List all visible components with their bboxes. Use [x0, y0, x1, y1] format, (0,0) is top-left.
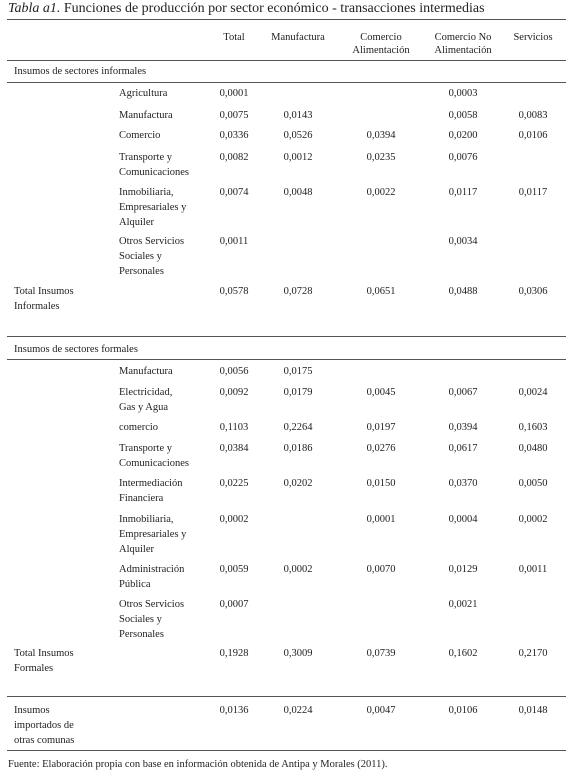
- value-cell: 0,0394: [448, 422, 478, 433]
- value-cell: 0,0002: [283, 564, 313, 575]
- column-header: Total: [223, 32, 245, 43]
- value-cell: 0,0106: [518, 130, 548, 141]
- value-cell: 0,0225: [219, 478, 249, 489]
- row-label: Agricultura: [119, 88, 168, 99]
- row-label: comercio: [119, 422, 159, 433]
- value-cell: 0,0082: [219, 152, 249, 163]
- value-cell: 0,0728: [283, 286, 313, 297]
- value-cell: 0,0058: [448, 110, 478, 121]
- row-label: Inmobiliaria, Empresariales y Alquiler: [119, 187, 187, 228]
- value-cell: 0,1603: [518, 422, 548, 433]
- value-cell: 0,0022: [366, 187, 396, 198]
- value-cell: 0,0306: [518, 286, 548, 297]
- value-cell: 0,0143: [283, 110, 313, 121]
- section-rule: [7, 359, 566, 360]
- value-cell: 0,0050: [518, 478, 548, 489]
- imported-label: Insumos importados de otras comunas: [14, 705, 75, 746]
- row-label: Electricidad, Gas y Agua: [119, 387, 173, 413]
- value-cell: 0,0578: [219, 286, 249, 297]
- value-cell: 0,0617: [448, 443, 478, 454]
- header-rule: [7, 60, 566, 61]
- value-cell: 0,0129: [448, 564, 478, 575]
- source-note: Fuente: Elaboración propia con base en información obtenida de Antipa y Morales (2011).: [8, 759, 388, 770]
- value-cell: 0,0336: [219, 130, 249, 141]
- section-divider: [7, 696, 566, 697]
- value-cell: 0,0056: [219, 366, 249, 377]
- value-cell: 0,0384: [219, 443, 249, 454]
- value-cell: 0,0179: [283, 387, 313, 398]
- value-cell: 0,0004: [448, 514, 478, 525]
- total-label: Total Insumos Formales: [14, 648, 74, 674]
- value-cell: 0,0047: [366, 705, 396, 716]
- column-header: Comercio No Alimentación: [434, 32, 492, 56]
- table-title-text: Funciones de producción por sector económico - transacciones intermedias: [63, 1, 485, 16]
- value-cell: 0,3009: [283, 648, 313, 659]
- value-cell: 0,0148: [518, 705, 548, 716]
- value-cell: 0,0011: [219, 236, 249, 247]
- row-label: Manufactura: [119, 110, 173, 121]
- value-cell: 0,2264: [283, 422, 313, 433]
- value-cell: 0,1928: [219, 648, 249, 659]
- value-cell: 0,0001: [219, 88, 249, 99]
- section-heading: Insumos de sectores formales: [14, 344, 138, 355]
- row-label: Intermediación Financiera: [119, 478, 183, 504]
- value-cell: 0,0106: [448, 705, 478, 716]
- value-cell: 0,0075: [219, 110, 249, 121]
- value-cell: 0,0083: [518, 110, 548, 121]
- value-cell: 0,0394: [366, 130, 396, 141]
- value-cell: 0,0200: [448, 130, 478, 141]
- top-rule: [7, 19, 566, 20]
- value-cell: 0,0276: [366, 443, 396, 454]
- row-label: Transporte y Comunicaciones: [119, 152, 189, 178]
- column-header: Servicios: [513, 32, 553, 43]
- value-cell: 0,0048: [283, 187, 313, 198]
- table-title: [8, 1, 568, 17]
- value-cell: 0,0480: [518, 443, 548, 454]
- value-cell: 0,0002: [219, 514, 249, 525]
- row-label: Manufactura: [119, 366, 173, 377]
- value-cell: 0,0117: [518, 187, 548, 198]
- value-cell: 0,0526: [283, 130, 313, 141]
- row-label: Administración Pública: [119, 564, 185, 590]
- value-cell: 0,0136: [219, 705, 249, 716]
- value-cell: 0,0024: [518, 387, 548, 398]
- value-cell: 0,0202: [283, 478, 313, 489]
- value-cell: 0,0045: [366, 387, 396, 398]
- row-label: Inmobiliaria, Empresariales y Alquiler: [119, 514, 187, 555]
- value-cell: 0,0175: [283, 366, 313, 377]
- row-label: Otros Servicios Sociales y Personales: [119, 236, 185, 277]
- value-cell: 0,0059: [219, 564, 249, 575]
- row-label: Comercio: [119, 130, 161, 141]
- value-cell: 0,0197: [366, 422, 396, 433]
- value-cell: 0,0739: [366, 648, 396, 659]
- value-cell: 0,0002: [518, 514, 548, 525]
- value-cell: 0,0012: [283, 152, 313, 163]
- value-cell: 0,0235: [366, 152, 396, 163]
- value-cell: 0,0076: [448, 152, 478, 163]
- bottom-rule: [7, 750, 566, 751]
- value-cell: 0,1103: [219, 422, 249, 433]
- total-label: Total Insumos Informales: [14, 286, 74, 312]
- value-cell: 0,0067: [448, 387, 478, 398]
- value-cell: 0,0001: [366, 514, 396, 525]
- value-cell: 0,0224: [283, 705, 313, 716]
- value-cell: 0,0186: [283, 443, 313, 454]
- value-cell: 0,2170: [518, 648, 548, 659]
- value-cell: 0,0488: [448, 286, 478, 297]
- section-heading: Insumos de sectores informales: [14, 66, 147, 77]
- column-header: Comercio Alimentación: [352, 32, 410, 56]
- value-cell: 0,0074: [219, 187, 249, 198]
- value-cell: 0,0370: [448, 478, 478, 489]
- section-divider: [7, 336, 566, 337]
- column-header: Manufactura: [271, 32, 325, 43]
- value-cell: 0,1602: [448, 648, 478, 659]
- value-cell: 0,0011: [518, 564, 548, 575]
- value-cell: 0,0021: [448, 599, 478, 610]
- value-cell: 0,0092: [219, 387, 249, 398]
- value-cell: 0,0117: [448, 187, 478, 198]
- value-cell: 0,0651: [366, 286, 396, 297]
- value-cell: 0,0034: [448, 236, 478, 247]
- table-label: Tabla a1.: [8, 1, 61, 16]
- row-label: Otros Servicios Sociales y Personales: [119, 599, 185, 640]
- value-cell: 0,0150: [366, 478, 396, 489]
- value-cell: 0,0007: [219, 599, 249, 610]
- section-rule: [7, 82, 566, 83]
- row-label: Transporte y Comunicaciones: [119, 443, 189, 469]
- value-cell: 0,0003: [448, 88, 478, 99]
- value-cell: 0,0070: [366, 564, 396, 575]
